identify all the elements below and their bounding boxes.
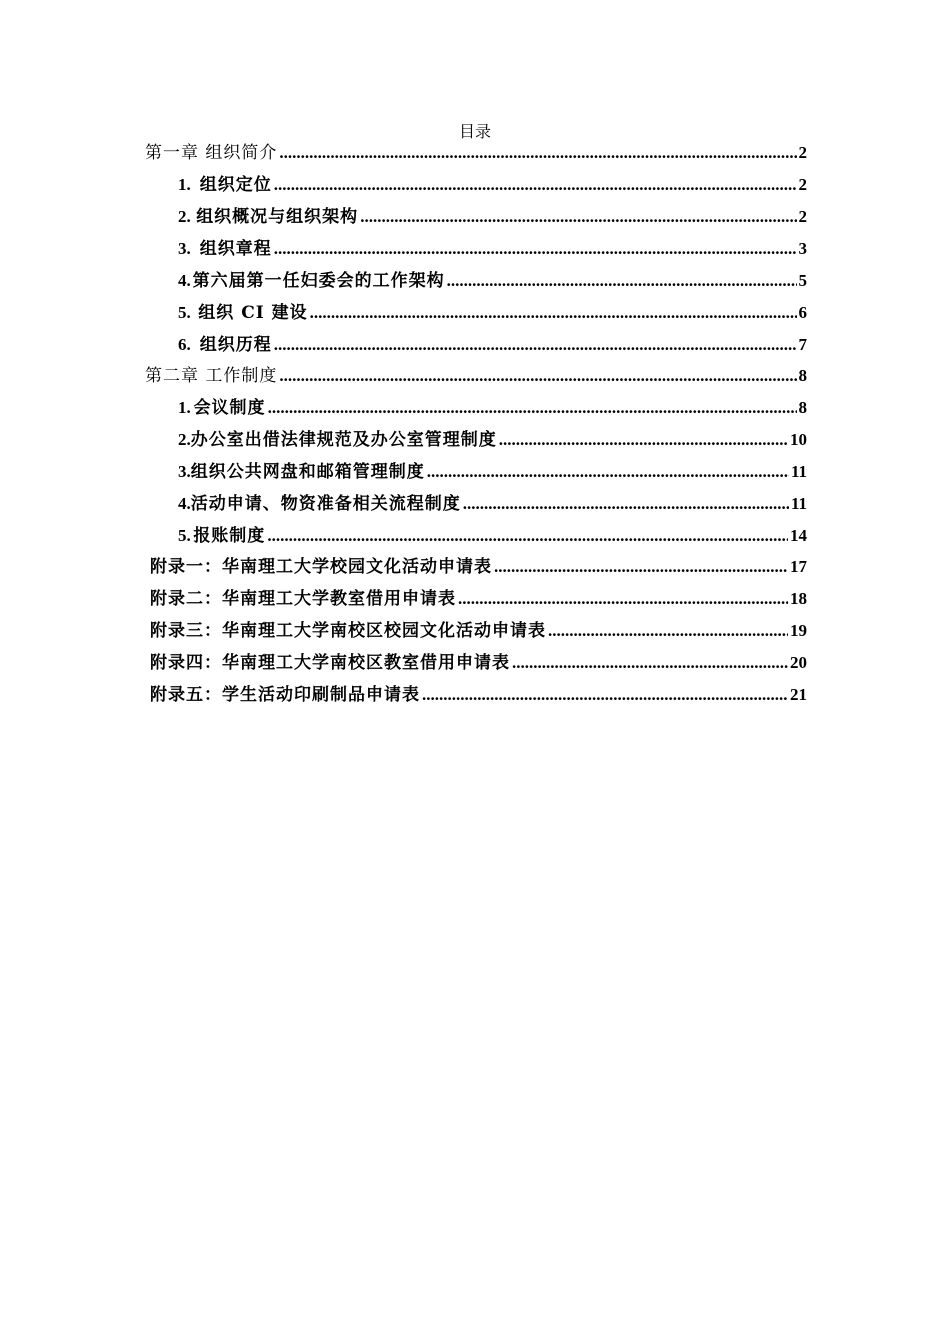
toc-entry[interactable] <box>178 266 807 296</box>
toc-leader-dots <box>494 552 788 582</box>
toc-leader-dots <box>427 457 789 487</box>
toc-entry-page: 10 <box>790 430 807 449</box>
toc-entry[interactable] <box>145 361 807 391</box>
toc-entry-text: 附录三：华南理工大学南校区校园文化活动申请表 <box>150 621 546 641</box>
toc-leader-dots <box>422 680 788 710</box>
toc-entry-number: 1. <box>178 175 191 194</box>
toc-entry[interactable] <box>150 552 807 582</box>
toc-leader-dots <box>447 266 797 296</box>
toc-entry-text: 第一章 组织简介 <box>145 143 278 163</box>
toc-entry[interactable] <box>150 648 807 678</box>
toc-entry-page: 8 <box>798 398 807 417</box>
toc-entry-text: 组织定位 <box>199 175 272 195</box>
toc-entry-page: 3 <box>798 239 807 258</box>
toc-entry-text: 会议制度 <box>193 398 266 418</box>
toc-entry-page: 11 <box>790 494 807 513</box>
toc-leader-dots <box>267 521 788 551</box>
toc-entry[interactable] <box>145 138 807 168</box>
toc-entry-page: 6 <box>798 303 807 322</box>
toc-entry[interactable] <box>178 425 807 455</box>
toc-entry-number: 5. <box>178 303 191 322</box>
toc-entry[interactable] <box>178 202 807 232</box>
toc-entry-page: 17 <box>790 557 807 576</box>
toc-entry[interactable] <box>178 234 807 264</box>
toc-leader-dots <box>274 234 797 264</box>
toc-entry-number: 6. <box>178 335 191 354</box>
toc-entry[interactable] <box>150 584 807 614</box>
toc-entry[interactable] <box>150 616 807 646</box>
toc-leader-dots <box>499 425 788 455</box>
toc-leader-dots <box>458 584 788 614</box>
toc-entry-page: 2 <box>798 207 807 226</box>
toc-entry[interactable] <box>178 393 807 423</box>
toc-entry-page: 19 <box>790 621 807 640</box>
toc-entry-page: 7 <box>798 335 807 354</box>
toc-entry-page: 11 <box>790 462 807 481</box>
toc-entry-text: 附录二：华南理工大学教室借用申请表 <box>150 589 456 609</box>
toc-entry-text: 活动申请、物资准备相关流程制度 <box>190 494 461 514</box>
toc-entry[interactable] <box>178 457 807 487</box>
toc-entry-page: 21 <box>790 685 807 704</box>
toc-entry[interactable] <box>178 170 807 200</box>
toc-entry-number: 2. <box>178 207 191 226</box>
toc-entry[interactable] <box>178 298 807 328</box>
toc-leader-dots <box>274 330 797 360</box>
toc-entry-text: 组织公共网盘和邮箱管理制度 <box>190 462 425 482</box>
toc-entry[interactable] <box>150 680 807 710</box>
toc-leader-dots <box>310 298 797 328</box>
toc-leader-dots <box>279 361 796 391</box>
toc-entry-text: 附录四：华南理工大学南校区教室借用申请表 <box>150 653 510 673</box>
toc-entry-page: 8 <box>798 366 807 385</box>
toc-entry-text: 组织章程 <box>199 239 272 259</box>
toc-entry-text: 组织 CI 建设 <box>198 303 308 323</box>
toc-leader-dots <box>512 648 788 678</box>
toc-entry-page: 18 <box>790 589 807 608</box>
toc-leader-dots <box>548 616 788 646</box>
toc-entry-page: 20 <box>790 653 807 672</box>
toc-entry-text: 办公室出借法律规范及办公室管理制度 <box>190 430 497 450</box>
toc-entry-number: 2. <box>178 430 191 449</box>
toc-entry-number: 1. <box>178 398 191 417</box>
toc-title: 目录 <box>458 122 491 141</box>
toc-entry-page: 14 <box>790 526 807 545</box>
toc-leader-dots <box>268 393 797 423</box>
toc-entry-number: 5. <box>178 526 191 545</box>
toc-leader-dots <box>279 138 796 168</box>
toc-entry-number: 3. <box>178 462 191 481</box>
toc-entry[interactable] <box>178 521 807 551</box>
toc-entry[interactable] <box>178 330 807 360</box>
toc-entry-text: 组织历程 <box>199 335 272 355</box>
toc-leader-dots <box>463 489 789 519</box>
toc-entry-page: 2 <box>798 143 807 162</box>
toc-entry-page: 5 <box>798 271 807 290</box>
toc-entry[interactable] <box>178 489 807 519</box>
toc-leader-dots <box>360 202 796 232</box>
toc-entry-number: 4. <box>178 271 191 290</box>
toc-entry-text: 第二章 工作制度 <box>145 366 278 386</box>
toc-entry-text: 第六届第一任妇委会的工作架构 <box>192 271 445 291</box>
toc-entry-number: 4. <box>178 494 191 513</box>
toc-leader-dots <box>274 170 797 200</box>
toc-entry-number: 3. <box>178 239 191 258</box>
toc-entry-text: 附录一：华南理工大学校园文化活动申请表 <box>150 557 492 577</box>
toc-entry-text: 附录五：学生活动印刷制品申请表 <box>150 685 420 705</box>
toc-entry-text: 组织概况与组织架构 <box>196 207 359 227</box>
toc-entry-page: 2 <box>798 175 807 194</box>
toc-entry-text: 报账制度 <box>193 526 266 546</box>
